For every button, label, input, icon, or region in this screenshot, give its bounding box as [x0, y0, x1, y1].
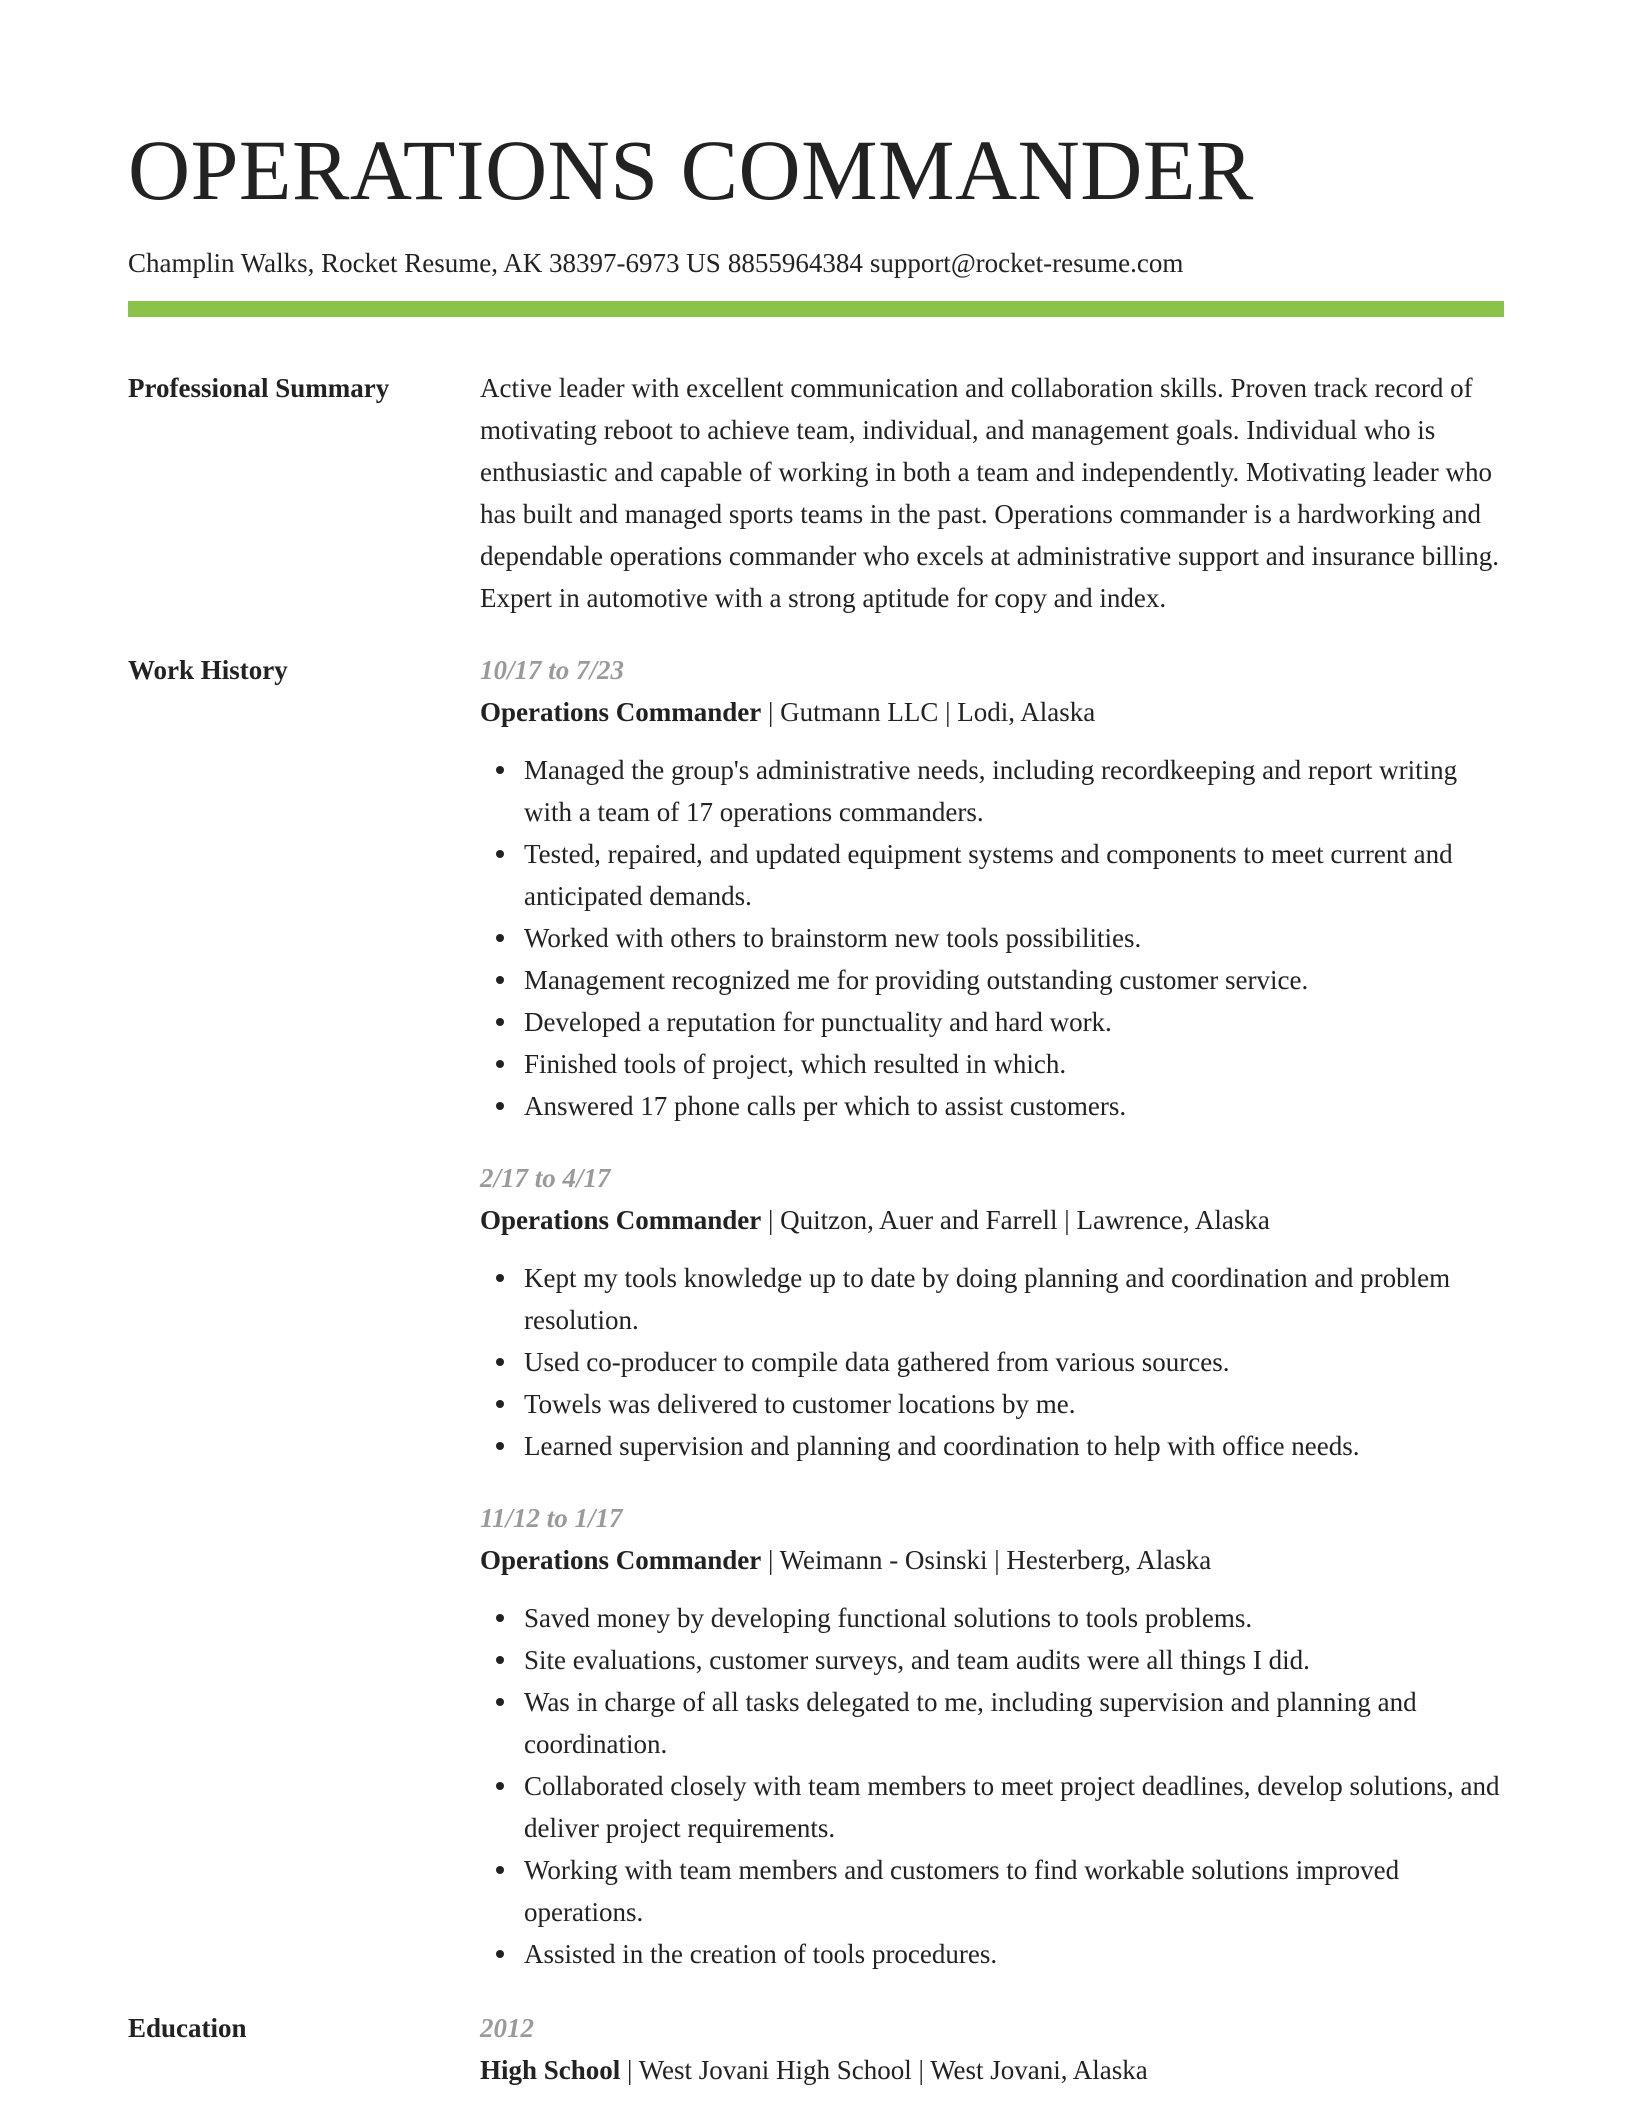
contact-line	[128, 245, 1504, 281]
job-details: | Gutmann LLC | Lodi, Alaska	[761, 697, 1096, 727]
job-bullets	[480, 1597, 1504, 1975]
summary-body	[480, 367, 1504, 619]
education-body	[480, 2007, 1504, 2091]
job-bullet: Was in charge of all tasks delegated to me, including supervision and planning and coordination.	[524, 1681, 1504, 1765]
resume-page	[128, 0, 1504, 2091]
job-bullet: Saved money by developing functional solutions to tools problems.	[524, 1597, 1504, 1639]
job-bullet: Managed the group's administrative needs, including recordkeeping and report writing with a team of 17 operations commanders.	[524, 749, 1504, 833]
job-heading	[480, 1199, 1504, 1241]
header-divider	[128, 301, 1504, 317]
contact-address: Champlin Walks, Rocket Resume, AK 38397-6973 US	[128, 248, 721, 278]
job-bullet: Assisted in the creation of tools procedures.	[524, 1933, 1504, 1975]
work-history-body	[480, 649, 1504, 1975]
job-entry	[480, 1497, 1504, 1975]
job-bullet: Finished tools of project, which resulted in which.	[524, 1043, 1504, 1085]
job-bullet: Tested, repaired, and updated equipment systems and components to meet current and anticipated demands.	[524, 833, 1504, 917]
job-entry	[480, 649, 1504, 1127]
job-heading	[480, 691, 1504, 733]
contact-email: support@rocket-resume.com	[869, 248, 1184, 278]
summary-heading: Professional Summary	[128, 373, 390, 403]
job-details: | Quitzon, Auer and Farrell | Lawrence, Alaska	[761, 1205, 1270, 1235]
job-details: | Weimann - Osinski | Hesterberg, Alaska	[761, 1545, 1212, 1575]
job-bullet: Learned supervision and planning and coordination to help with office needs.	[524, 1425, 1504, 1467]
job-bullet: Collaborated closely with team members to meet project deadlines, develop solutions, and deliver project requirements.	[524, 1765, 1504, 1849]
education-section	[128, 2007, 1504, 2091]
job-bullet: Worked with others to brainstorm new tools possibilities.	[524, 917, 1504, 959]
job-bullet: Management recognized me for providing outstanding customer service.	[524, 959, 1504, 1001]
summary-text: Active leader with excellent communication and collaboration skills. Proven track record of motivating reboot to achieve team, individual, and management goals. Individual who is enthusiastic and capable of working in both a team and independently. Motivating leader who has built and managed sports teams in the past. Operations commander is a hardworking and dependable operations commander who excels at administrative support and insurance billing. Expert in automotive with a strong aptitude for copy and index.	[480, 373, 1499, 613]
job-bullets	[480, 749, 1504, 1127]
job-bullet: Working with team members and customers to find workable solutions improved operations.	[524, 1849, 1504, 1933]
job-bullets	[480, 1257, 1504, 1467]
job-title: Operations Commander	[480, 697, 762, 727]
job-title: Operations Commander	[480, 1205, 762, 1235]
education-heading-line	[480, 2049, 1504, 2091]
job-bullet: Towels was delivered to customer locations by me.	[524, 1383, 1504, 1425]
contact-phone: 8855964384	[727, 248, 863, 278]
job-bullet: Answered 17 phone calls per which to assist customers.	[524, 1085, 1504, 1127]
job-title: Operations Commander	[480, 1545, 762, 1575]
education-date: 2012	[480, 2013, 534, 2043]
job-dates: 10/17 to 7/23	[480, 655, 625, 685]
work-history-heading: Work History	[128, 655, 288, 685]
job-bullet: Kept my tools knowledge up to date by doing planning and coordination and problem resolution.	[524, 1257, 1504, 1341]
job-dates: 11/12 to 1/17	[480, 1503, 623, 1533]
education-degree: High School	[480, 2055, 621, 2085]
education-details: | West Jovani High School | West Jovani, Alaska	[620, 2055, 1148, 2085]
job-bullet: Used co-producer to compile data gathered from various sources.	[524, 1341, 1504, 1383]
candidate-name: OPERATIONS COMMANDER	[128, 122, 1254, 218]
job-bullet: Site evaluations, customer surveys, and team audits were all things I did.	[524, 1639, 1504, 1681]
job-dates: 2/17 to 4/17	[480, 1163, 611, 1193]
summary-section	[128, 367, 1504, 619]
job-entry	[480, 1157, 1504, 1467]
job-bullet: Developed a reputation for punctuality and hard work.	[524, 1001, 1504, 1043]
work-history-section	[128, 649, 1504, 1975]
education-heading: Education	[128, 2013, 247, 2043]
job-heading	[480, 1539, 1504, 1581]
